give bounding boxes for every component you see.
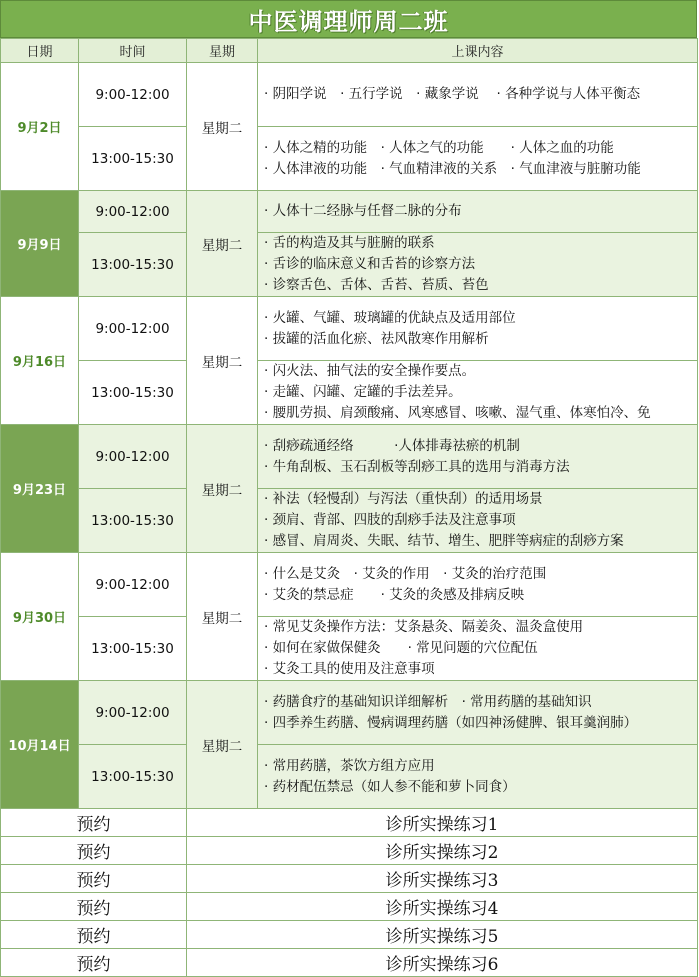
session-group bbox=[1, 63, 698, 191]
content-line: · 牛角刮板、玉石刮板等刮痧工具的选用与消毒方法 bbox=[264, 458, 570, 475]
content-line: · 药膳食疗的基础知识详细解析 · 常用药膳的基础知识 bbox=[264, 693, 592, 710]
session-date: 9月23日 bbox=[1, 425, 79, 553]
booking-label: 预约 bbox=[1, 949, 187, 977]
session-weekday: 星期二 bbox=[187, 553, 258, 681]
session-content bbox=[258, 361, 698, 425]
session-time: 9:00-12:00 bbox=[79, 297, 187, 361]
header-date: 日期 bbox=[1, 39, 79, 63]
header-content: 上课内容 bbox=[258, 39, 698, 63]
booking-content: 诊所实操练习2 bbox=[187, 837, 698, 865]
session-time: 9:00-12:00 bbox=[79, 191, 187, 233]
booking-label: 预约 bbox=[1, 893, 187, 921]
session-time: 13:00-15:30 bbox=[79, 233, 187, 297]
session-time: 9:00-12:00 bbox=[79, 553, 187, 617]
session-content bbox=[258, 489, 698, 553]
session-row bbox=[1, 489, 698, 553]
content-line: · 闪火法、抽气法的安全操作要点。 bbox=[264, 363, 476, 379]
header-time: 时间 bbox=[79, 39, 187, 63]
session-time: 13:00-15:30 bbox=[79, 361, 187, 425]
content-line: · 补法（轻慢刮）与泻法（重快刮）的适用场景 bbox=[264, 491, 543, 507]
content-line: · 腰肌劳损、肩颈酸痛、风寒感冒、咳嗽、湿气重、体寒怕冷、免 bbox=[264, 405, 651, 421]
session-weekday: 星期二 bbox=[187, 191, 258, 297]
session-date: 9月16日 bbox=[1, 297, 79, 425]
booking-row bbox=[1, 809, 698, 837]
content-line: · 什么是艾灸 · 艾灸的作用 · 艾灸的治疗范围 bbox=[264, 565, 547, 582]
session-date: 9月9日 bbox=[1, 191, 79, 297]
session-content bbox=[258, 617, 698, 681]
session-time: 13:00-15:30 bbox=[79, 617, 187, 681]
session-row bbox=[1, 681, 698, 745]
session-content bbox=[258, 127, 698, 191]
booking-row bbox=[1, 837, 698, 865]
session-weekday: 星期二 bbox=[187, 425, 258, 553]
booking-label: 预约 bbox=[1, 837, 187, 865]
session-content bbox=[258, 553, 698, 617]
content-line: · 刮痧疏通经络 ·人体排毒祛瘀的机制 bbox=[264, 437, 520, 454]
session-content bbox=[258, 63, 698, 127]
session-time: 13:00-15:30 bbox=[79, 745, 187, 809]
content-line: · 颈肩、背部、四肢的刮痧手法及注意事项 bbox=[264, 512, 516, 528]
session-row bbox=[1, 617, 698, 681]
session-date: 10月14日 bbox=[1, 681, 79, 809]
session-weekday: 星期二 bbox=[187, 63, 258, 191]
session-time: 9:00-12:00 bbox=[79, 63, 187, 127]
content-line: · 如何在家做保健灸 · 常见问题的穴位配伍 bbox=[264, 640, 538, 656]
session-content bbox=[258, 297, 698, 361]
content-line: · 火罐、气罐、玻璃罐的优缺点及适用部位 bbox=[264, 309, 516, 326]
booking-label: 预约 bbox=[1, 865, 187, 893]
booking-row bbox=[1, 865, 698, 893]
content-line: · 常见艾灸操作方法：艾条悬灸、隔姜灸、温灸盒使用 bbox=[264, 619, 584, 635]
booking-label: 预约 bbox=[1, 809, 187, 837]
session-group bbox=[1, 191, 698, 297]
session-row bbox=[1, 745, 698, 809]
session-row bbox=[1, 127, 698, 191]
content-line: · 四季养生药膳、慢病调理药膳（如四神汤健脾、银耳羹润肺） bbox=[264, 714, 638, 731]
booking-content: 诊所实操练习6 bbox=[187, 949, 698, 977]
content-line: · 药材配伍禁忌（如人参不能和萝卜同食） bbox=[264, 778, 516, 795]
content-line: · 人体之精的功能 · 人体之气的功能 · 人体之血的功能 bbox=[264, 139, 614, 156]
session-weekday: 星期二 bbox=[187, 681, 258, 809]
session-time: 9:00-12:00 bbox=[79, 425, 187, 489]
content-line: · 艾灸的禁忌症 · 艾灸的灸感及排病反映 bbox=[264, 586, 525, 603]
session-row bbox=[1, 191, 698, 233]
content-line: · 诊察舌色、舌体、舌苔、苔质、苔色 bbox=[264, 277, 489, 293]
session-row bbox=[1, 425, 698, 489]
session-row bbox=[1, 553, 698, 617]
session-row bbox=[1, 361, 698, 425]
header-row bbox=[1, 39, 698, 63]
session-group bbox=[1, 681, 698, 809]
session-row bbox=[1, 297, 698, 361]
booking-row bbox=[1, 949, 698, 977]
content-line: · 阴阳学说 · 五行学说 · 藏象学说 · 各种学说与人体平衡态 bbox=[264, 86, 641, 102]
content-line: · 舌的构造及其与脏腑的联系 bbox=[264, 235, 435, 251]
booking-group bbox=[1, 809, 698, 977]
session-date: 9月2日 bbox=[1, 63, 79, 191]
content-line: · 常用药膳，茶饮方组方应用 bbox=[264, 757, 435, 774]
content-line: · 艾灸工具的使用及注意事项 bbox=[264, 661, 435, 677]
booking-content: 诊所实操练习3 bbox=[187, 865, 698, 893]
content-line: · 舌诊的临床意义和舌苔的诊察方法 bbox=[264, 256, 476, 272]
session-time: 13:00-15:30 bbox=[79, 489, 187, 553]
booking-row bbox=[1, 893, 698, 921]
session-group bbox=[1, 553, 698, 681]
session-time: 9:00-12:00 bbox=[79, 681, 187, 745]
content-line: · 感冒、肩周炎、失眠、结节、增生、肥胖等病症的刮痧方案 bbox=[264, 533, 624, 549]
session-content bbox=[258, 681, 698, 745]
session-row bbox=[1, 63, 698, 127]
schedule-table bbox=[0, 38, 698, 977]
content-line: · 人体津液的功能 · 气血精津液的关系 · 气血津液与脏腑功能 bbox=[264, 160, 641, 177]
session-row bbox=[1, 233, 698, 297]
content-line: · 走罐、闪罐、定罐的手法差异。 bbox=[264, 384, 462, 400]
session-date: 9月30日 bbox=[1, 553, 79, 681]
session-time: 13:00-15:30 bbox=[79, 127, 187, 191]
booking-label: 预约 bbox=[1, 921, 187, 949]
session-content bbox=[258, 233, 698, 297]
session-group bbox=[1, 425, 698, 553]
booking-content: 诊所实操练习1 bbox=[187, 809, 698, 837]
booking-row bbox=[1, 921, 698, 949]
page-title: 中医调理师周二班 bbox=[0, 0, 697, 38]
header-weekday: 星期 bbox=[187, 39, 258, 63]
session-weekday: 星期二 bbox=[187, 297, 258, 425]
session-content bbox=[258, 745, 698, 809]
content-line: · 人体十二经脉与任督二脉的分布 bbox=[264, 203, 462, 219]
session-content bbox=[258, 191, 698, 233]
booking-content: 诊所实操练习4 bbox=[187, 893, 698, 921]
booking-content: 诊所实操练习5 bbox=[187, 921, 698, 949]
content-line: · 拔罐的活血化瘀、祛风散寒作用解析 bbox=[264, 330, 489, 347]
session-content bbox=[258, 425, 698, 489]
session-group bbox=[1, 297, 698, 425]
